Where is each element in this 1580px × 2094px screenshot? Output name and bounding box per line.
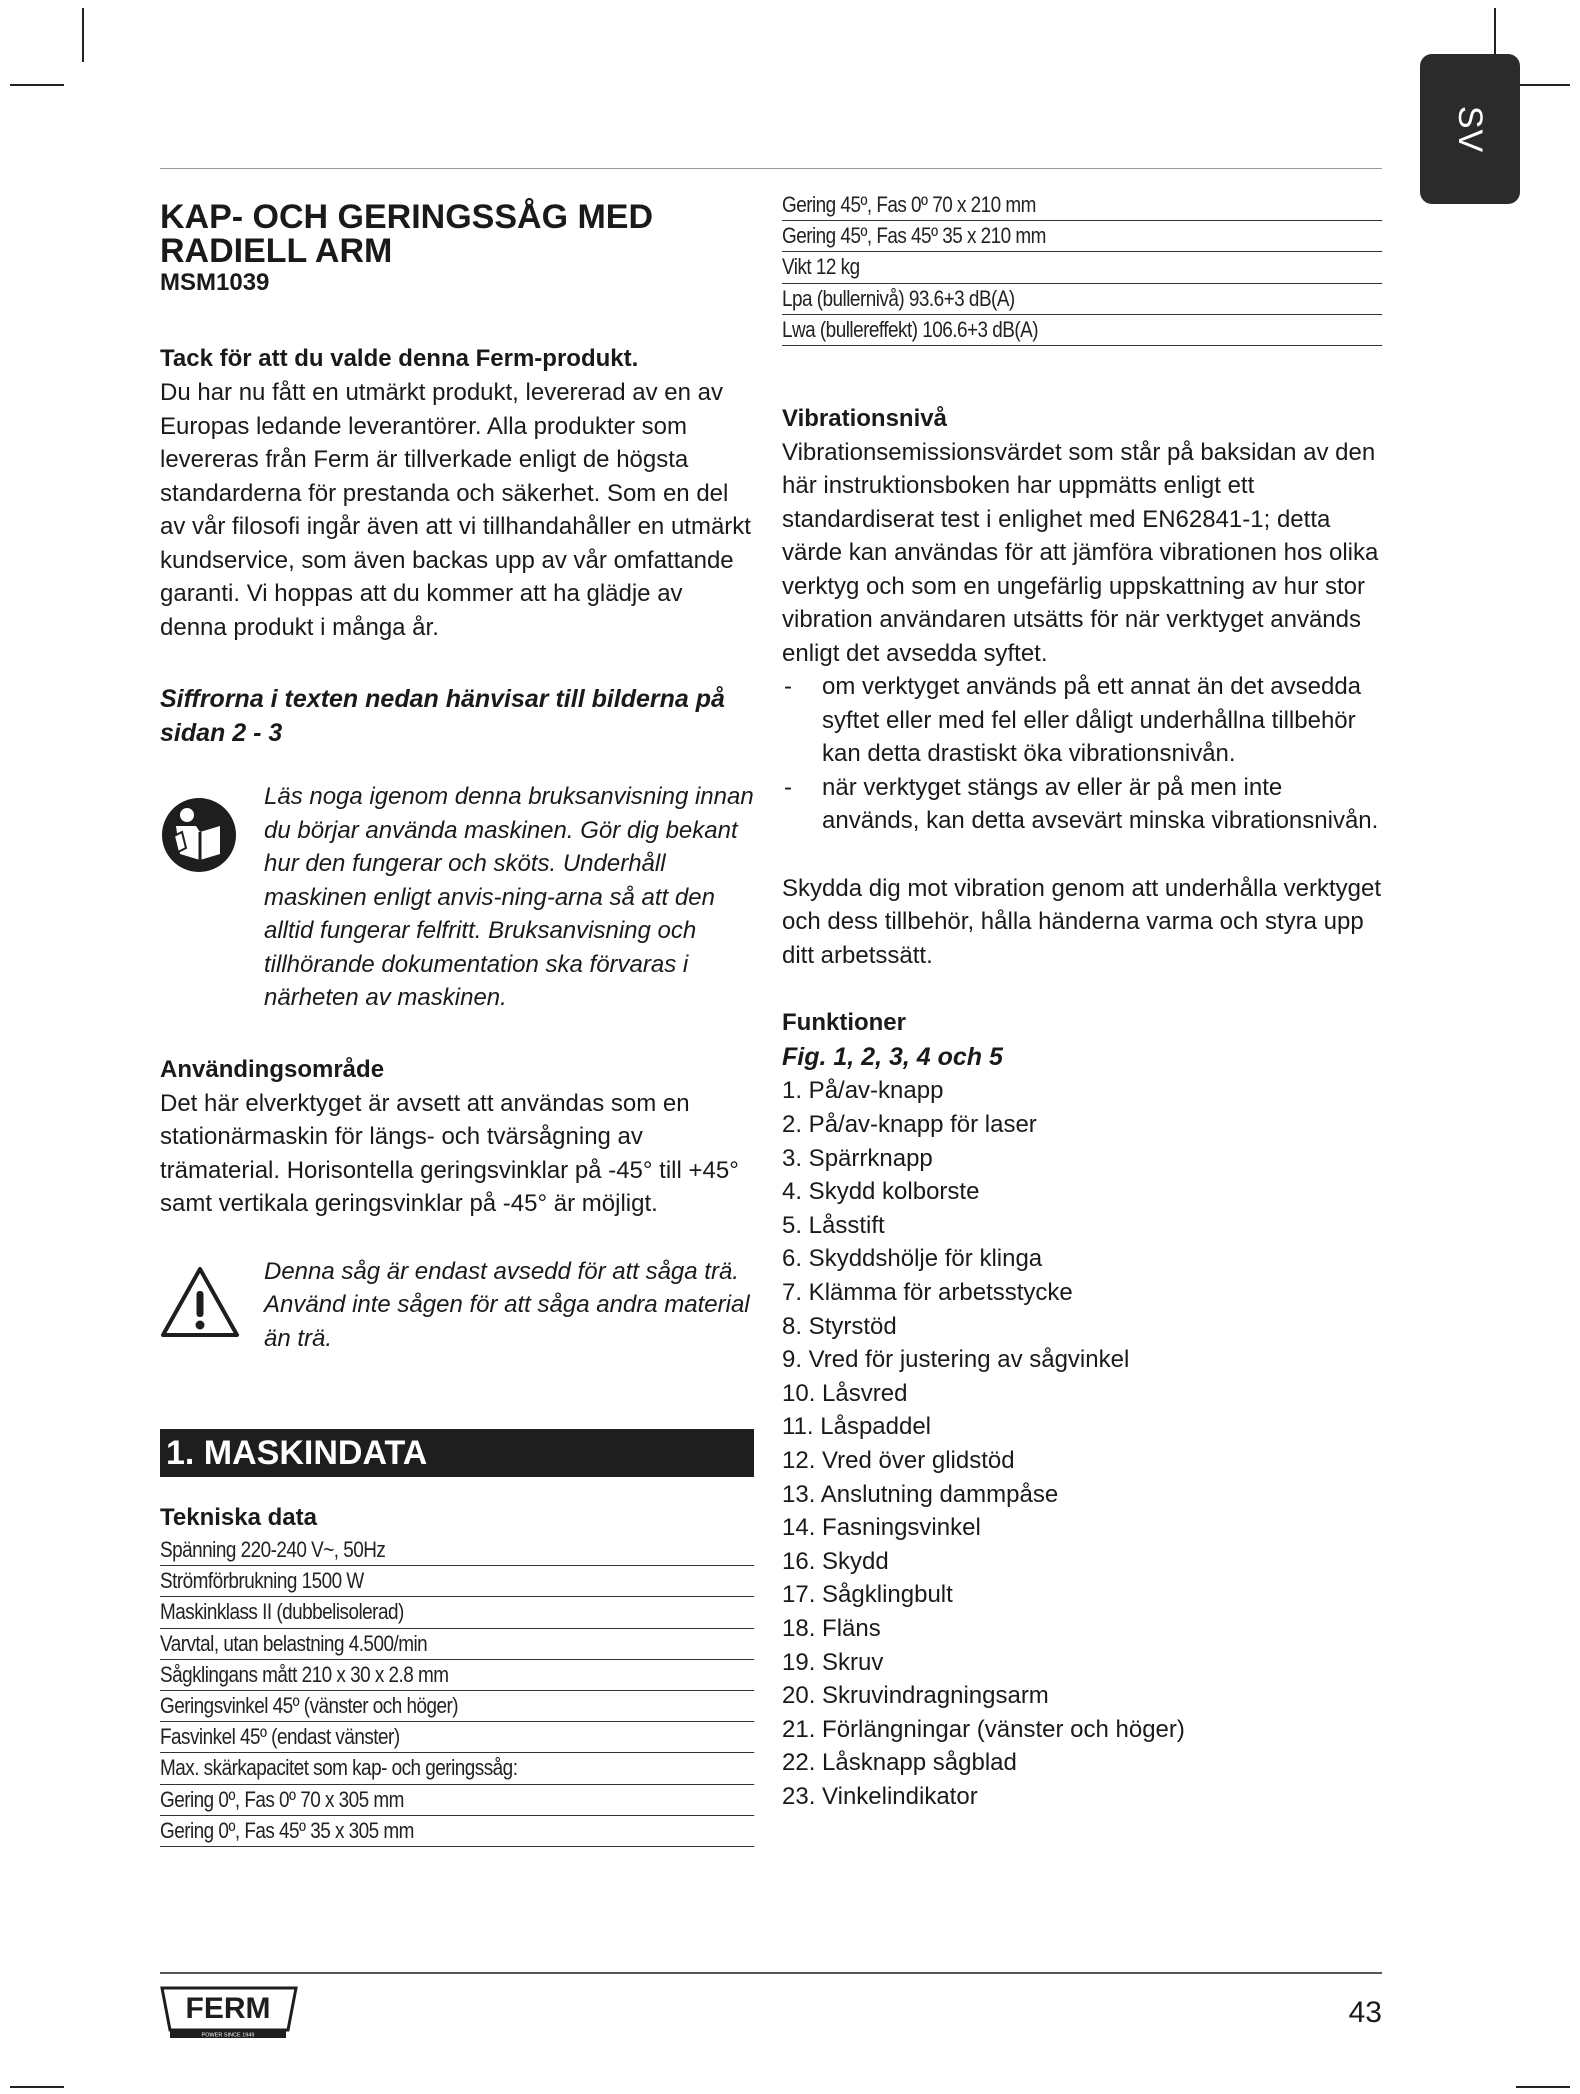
function-item: 8. Styrstöd [782,1312,897,1340]
function-item: 21. Förlängningar (vänster och höger) [782,1715,1185,1743]
spec-table-left [160,1535,754,1847]
manual-notice-block [160,780,754,1015]
title-line-2: RADIELL ARM [160,232,393,270]
function-item: 23. Vinkelindikator [782,1782,978,1810]
function-item: 1. På/av-knapp [782,1077,944,1105]
spec-row: Geringsvinkel 45º (vänster och höger) [160,1691,754,1722]
usage-heading: Användingsområde [160,1055,385,1083]
warning-text: Denna såg är endast avsedd för att såga trä. Använd inte sågen för att såga andra material än trä. [264,1257,750,1352]
figures-note: Siffrorna i texten nedan hänvisar till bilderna på sidan 2 - 3 [160,685,725,747]
spec-row: Maskinklass II (dubbelisolerad) [160,1597,754,1628]
spec-row: Fasvinkel 45º (endast vänster) [160,1722,754,1753]
spec-row: Varvtal, utan belastning 4.500/min [160,1629,754,1660]
function-item: 4. Skydd kolborste [782,1178,980,1206]
function-item: 7. Klämma för arbetsstycke [782,1279,1073,1306]
crop-mark [1516,2086,1570,2088]
tech-heading: Tekniska data [160,1504,317,1531]
function-item: 11. Låspaddel [782,1413,932,1441]
spec-row: Gering 0º, Fas 45º 35 x 305 mm [160,1816,754,1847]
document-title [160,200,754,268]
function-item: 22. Låsknapp sågblad [782,1749,1017,1777]
spec-row: Lwa (bullereffekt) 106.6+3 dB(A) [782,315,1382,346]
function-item: 18. Fläns [782,1614,881,1642]
function-item: 12. Vred över glidstöd [782,1446,1015,1474]
functions-list [782,1074,1382,1813]
function-item: 3. Spärrknapp [782,1144,933,1172]
function-item: 9. Vred för justering av sågvinkel [782,1346,1130,1374]
usage-text: Det här elverktyget är avsett att användas som en stationärmaskin för längs- och tvärsågning av trämaterial. Horisontella geringsvinklar på -45° till +45° samt vertikala geringsvinklar på -45° är möjligt. [160,1089,739,1217]
model-number: MSM1039 [160,269,270,296]
function-item: 14. Fasningsvinkel [782,1514,981,1542]
spec-row: Gering 0º, Fas 0º 70 x 305 mm [160,1785,754,1816]
intro-text: Du har nu fått en utmärkt produkt, levererad av en av Europas ledande leverantörer. Alla produkter som levereras från Ferm är tillverkade enligt de högsta standarderna för prestanda och säkerhet. Som en del av vår filosofi ingår även att vi tillhandahåller en utmärkt kundservice, som även backas upp av vår omfattande garanti. Vi hoppas att du kommer att ha glädje av denna produkt i många år. [160,379,751,641]
manual-notice-text: Läs noga igenom denna bruksanvisning innan du börjar använda maskinen. Gör dig bekant hur den fungerar och sköts. Underhåll maskinen enligt anvis-ning-arna så att den alltid fungerar felfritt. Bruksanvisning och tillhörande dokumentation ska förvaras i närheten av maskinen. [264,783,754,1011]
section-banner: 1. MASKINDATA [160,1429,754,1477]
vibration-text: Vibrationsemissionsvärdet som står på baksidan av den här instruktionsboken har uppmätts enligt ett standardiserat test i enlighet med EN62841-1; detta värde kan användas för att jämföra vibrationen hos olika verktyg och som en ungefärlig uppskattning av hur stor vibration användaren utsätts för när verktyget används enligt det avsedda syftet. [782,438,1379,667]
functions-figure-ref: Fig. 1, 2, 3, 4 och 5 [782,1043,1003,1072]
functions-heading: Funktioner [782,1009,906,1037]
language-tab [1420,54,1520,204]
warning-icon [160,1265,240,1339]
crop-mark [10,84,64,86]
crop-mark [10,2086,64,2088]
spec-row: Lpa (bullernivå) 93.6+3 dB(A) [782,284,1382,315]
warning-block [160,1255,754,1356]
vibration-protect-text: Skydda dig mot vibration genom att underhålla verktyget och dess tillbehör, hålla händerna varma och styra upp ditt arbetssätt. [782,874,1382,969]
page-number: 43 [1348,1996,1382,2029]
function-item: 13. Anslutning dammpåse [782,1480,1059,1508]
header-rule [160,168,1382,169]
function-item: 16. Skydd [782,1547,889,1575]
spec-table-right [782,190,1382,346]
function-item: 20. Skruvindragningsarm [782,1682,1049,1710]
spec-row: Vikt 12 kg [782,252,1382,283]
ferm-logo [160,1984,298,2038]
right-column [782,190,1382,1814]
spec-row: Sågklingans mått 210 x 30 x 2.8 mm [160,1660,754,1691]
left-column [160,200,754,1847]
spec-row: Gering 45º, Fas 45º 35 x 210 mm [782,221,1382,252]
vibration-item: - om verktyget används på ett annat än det avsedda syftet eller med fel eller dåligt underhållna tillbehör kan detta drastiskt öka vibrationsnivån. [782,670,1382,771]
vibration-heading: Vibrationsnivå [782,404,947,432]
spec-row: Strömförbrukning 1500 W [160,1566,754,1597]
footer-rule [160,1972,1382,1974]
brand-tagline: POWER SINCE 1949 [201,2032,255,2038]
function-item: 19. Skruv [782,1648,884,1676]
language-code: SV [1451,105,1490,153]
vibration-item: - när verktyget stängs av eller är på men inte används, kan detta avsevärt minska vibrationsnivån. [782,771,1382,838]
title-line-1: KAP- OCH GERINGSSÅG MED [160,198,654,236]
crop-mark [82,8,84,62]
vibration-item-text: om verktyget används på ett annat än det avsedda syftet eller med fel eller dåligt underhållna tillbehör kan detta drastiskt öka vibrationsnivån. [822,673,1362,768]
intro-heading: Tack för att du valde denna Ferm-produkt. [160,345,639,372]
crop-mark [1516,84,1570,86]
vibration-item-text: när verktyget stängs av eller är på men inte används, kan detta avsevärt minska vibrationsnivån. [822,773,1379,835]
spec-row: Max. skärkapacitet som kap- och geringssåg: [160,1753,754,1784]
spec-row: Gering 45º, Fas 0º 70 x 210 mm [782,190,1382,221]
brand-name: FERM [185,1992,271,2025]
function-item: 5. Låsstift [782,1211,885,1239]
function-item: 17. Sågklingbult [782,1581,953,1609]
read-manual-icon [160,796,238,874]
function-item: 10. Låsvred [782,1379,908,1407]
function-item: 2. På/av-knapp för laser [782,1111,1037,1139]
spec-row: Spänning 220-240 V~, 50Hz [160,1535,754,1566]
function-item: 6. Skyddshölje för klinga [782,1245,1043,1273]
